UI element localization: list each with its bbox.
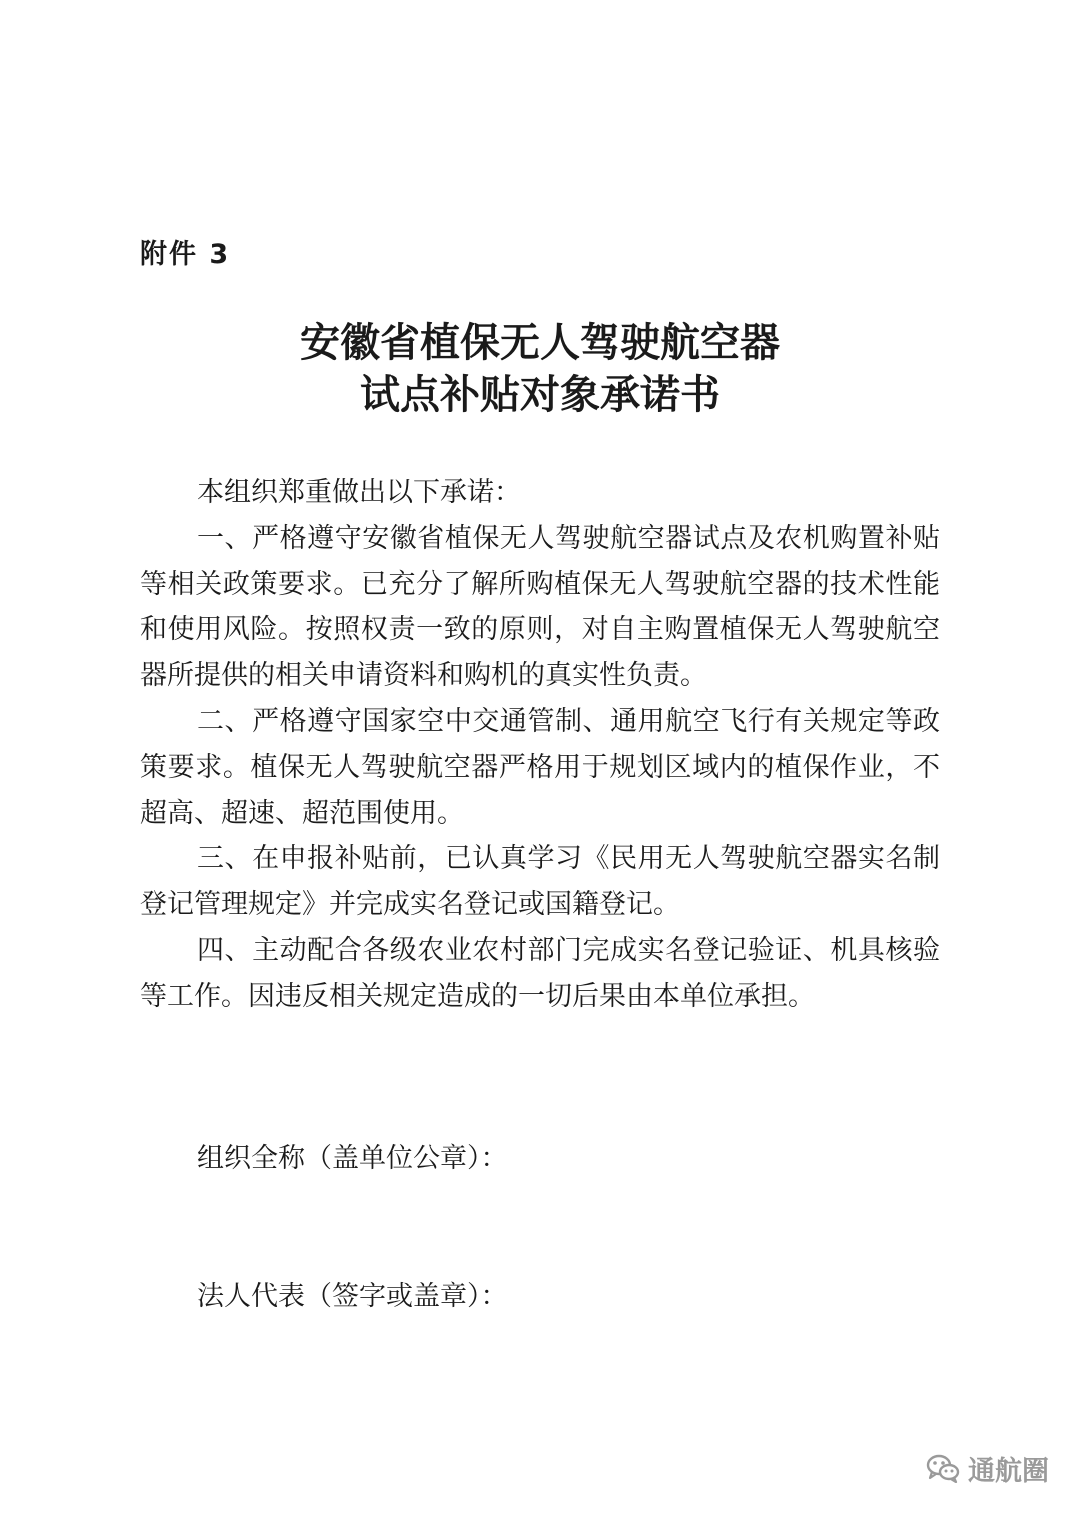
commitment-item-4: 四、主动配合各级农业农村部门完成实名登记验证、机具核验等工作。因违反相关规定造成的一切后果由本单位承担。: [140, 934, 940, 1012]
org-name-signature-line: 组织全称（盖单位公章）：: [197, 1143, 508, 1174]
attachment-label: 附件 3: [140, 239, 231, 270]
watermark: [926, 1448, 1049, 1488]
commitment-item-2: 二、严格遵守国家空中交通管制、通用航空飞行有关规定等政策要求。植保无人驾驶航空器严格用于规划区域内的植保作业，不超高、超速、超范围使用。: [140, 705, 940, 829]
legal-rep-signature-line: 法人代表（签字或盖章）：: [197, 1281, 508, 1312]
commitment-intro: 本组织郑重做出以下承诺：: [197, 477, 521, 508]
commitment-item-1: 一、严格遵守安徽省植保无人驾驶航空器试点及农机购置补贴等相关政策要求。已充分了解所购植保无人驾驶航空器的技术性能和使用风险。按照权责一致的原则，对自主购置植保无人驾驶航空器所提供的相关申请资料和购机的真实性负责。: [140, 522, 940, 692]
commitment-body: [140, 470, 940, 1020]
document-title-line-2: 试点补贴对象承诺书: [360, 371, 720, 418]
document-title-line-1: 安徽省植保无人驾驶航空器: [300, 319, 780, 366]
wechat-icon: [926, 1453, 960, 1483]
watermark-text: 通航圈: [968, 1455, 1049, 1487]
commitment-item-3: 三、在申报补贴前，已认真学习《民用无人驾驶航空器实名制登记管理规定》并完成实名登记或国籍登记。: [140, 843, 940, 921]
